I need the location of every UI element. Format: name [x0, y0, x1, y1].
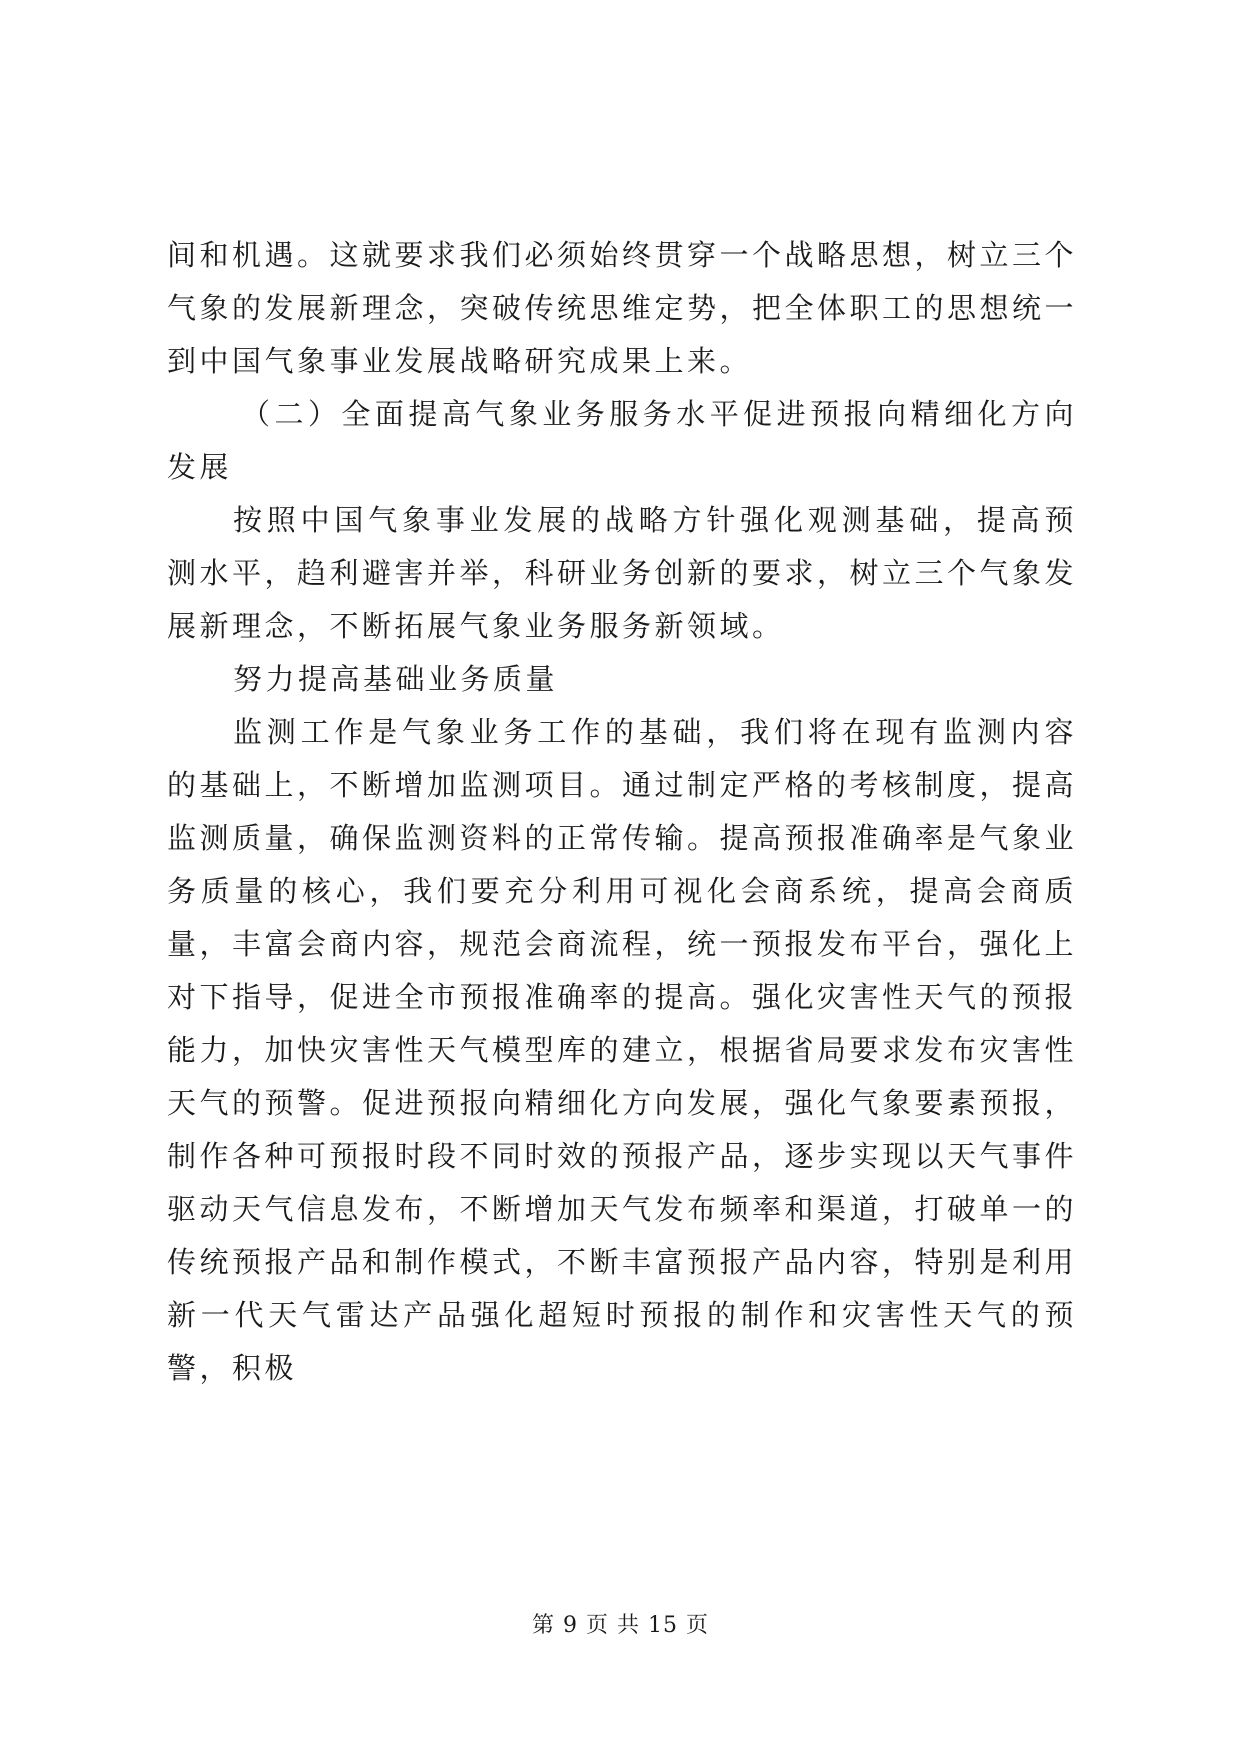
- paragraph-monitoring: 监测工作是气象业务工作的基础，我们将在现有监测内容的基础上，不断增加监测项目。通过制定严格的考核制度，提高监测质量，确保监测资料的正常传输。提高预报准确率是气象业务质量的核心，我们要充分利用可视化会商系统，提高会商质量，丰富会商内容，规范会商流程，统一预报发布平台，强化上对下指导，促进全市预报准确率的提高。强化灾害性天气的预报能力，加快灾害性天气模型库的建立，根据省局要求发布灾害性天气的预警。促进预报向精细化方向发展，强化气象要素预报，制作各种可预报时段不同时效的预报产品，逐步实现以天气事件驱动天气信息发布，不断增加天气发布频率和渠道，打破单一的传统预报产品和制作模式，不断丰富预报产品内容，特别是利用新一代天气雷达产品强化超短时预报的制作和灾害性天气的预警，积极: [167, 715, 1078, 1385]
- page-footer: 第 9 页 共 15 页: [532, 1613, 709, 1638]
- document-body: [167, 229, 1077, 1395]
- subheading-quality: 努力提高基础业务质量: [233, 662, 559, 696]
- paragraph-continuation: 间和机遇。这就要求我们必须始终贯穿一个战略思想，树立三个气象的发展新理念，突破传统思维定势，把全体职工的思想统一到中国气象事业发展战略研究成果上来。: [167, 238, 1078, 378]
- paragraph-strategy: 按照中国气象事业发展的战略方针强化观测基础，提高预测水平，趋利避害并举，科研业务创新的要求，树立三个气象发展新理念，不断拓展气象业务服务新领域。: [167, 503, 1078, 643]
- section-heading: （二）全面提高气象业务服务水平促进预报向精细化方向发展: [167, 397, 1077, 484]
